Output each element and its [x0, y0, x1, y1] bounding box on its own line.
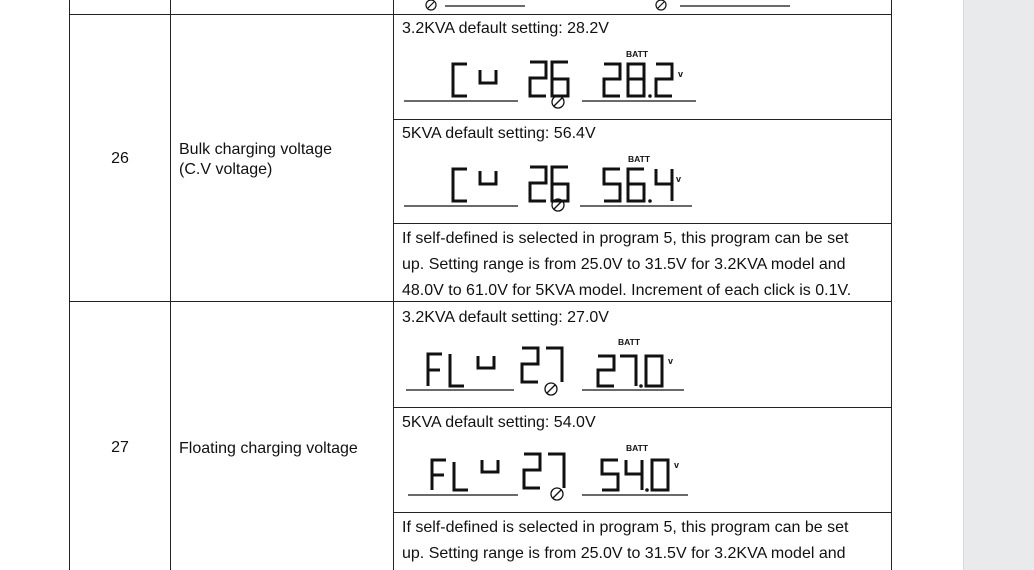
lcd-display-flv-27-54.0 — [400, 440, 700, 506]
parameter-label — [179, 140, 332, 180]
lcd-display-flv-27-27.0 — [400, 334, 700, 400]
table-left-border — [69, 0, 70, 570]
program-number: 27 — [111, 439, 129, 456]
parameter-label-line: (C.V voltage) — [179, 161, 273, 178]
note-line: 48.0V to 61.0V for 5KVA model. Increment of each click is 0.1V. — [402, 282, 852, 299]
setting-divider — [393, 407, 892, 408]
batt-label: BATT — [618, 337, 641, 347]
batt-label: BATT — [626, 443, 649, 453]
parameter-label — [179, 439, 358, 459]
viewer-background — [963, 0, 1034, 570]
note-line: If self-defined is selected in program 5, this program can be set — [402, 519, 849, 536]
setting-caption: 5KVA default setting: 56.4V — [402, 125, 596, 142]
program-number: 26 — [111, 150, 129, 167]
table-column-divider-2 — [393, 0, 394, 570]
lcd-display-cv-26-28.2 — [400, 46, 700, 112]
lcd-display-cv-26-56.4 — [400, 151, 700, 217]
table-column-divider-1 — [170, 0, 171, 570]
parameter-label-line: Bulk charging voltage — [179, 141, 332, 158]
setting-caption: 3.2KVA default setting: 28.2V — [402, 20, 609, 37]
note-line: up. Setting range is from 25.0V to 31.5V for 3.2KVA model and — [402, 545, 846, 562]
batt-label: BATT — [628, 154, 651, 164]
setting-divider — [393, 119, 892, 120]
setting-note — [402, 515, 887, 567]
setting-divider — [393, 512, 892, 513]
setting-caption: 5KVA default setting: 54.0V — [402, 414, 596, 431]
svg-text:v: v — [678, 69, 684, 79]
svg-text:v: v — [668, 356, 674, 366]
svg-text:v: v — [676, 174, 682, 184]
parameter-label-line: Floating charging voltage — [179, 440, 358, 457]
setting-note — [402, 226, 887, 304]
row-divider — [69, 14, 892, 15]
svg-text:v: v — [674, 460, 680, 470]
setting-divider — [393, 223, 892, 224]
previous-row-lcd-fragment — [400, 0, 880, 14]
batt-label: BATT — [626, 49, 649, 59]
table-right-border — [891, 0, 892, 570]
note-line: up. Setting range is from 25.0V to 31.5V for 3.2KVA model and — [402, 256, 846, 273]
setting-caption: 3.2KVA default setting: 27.0V — [402, 309, 609, 326]
note-line: If self-defined is selected in program 5, this program can be set — [402, 230, 849, 247]
